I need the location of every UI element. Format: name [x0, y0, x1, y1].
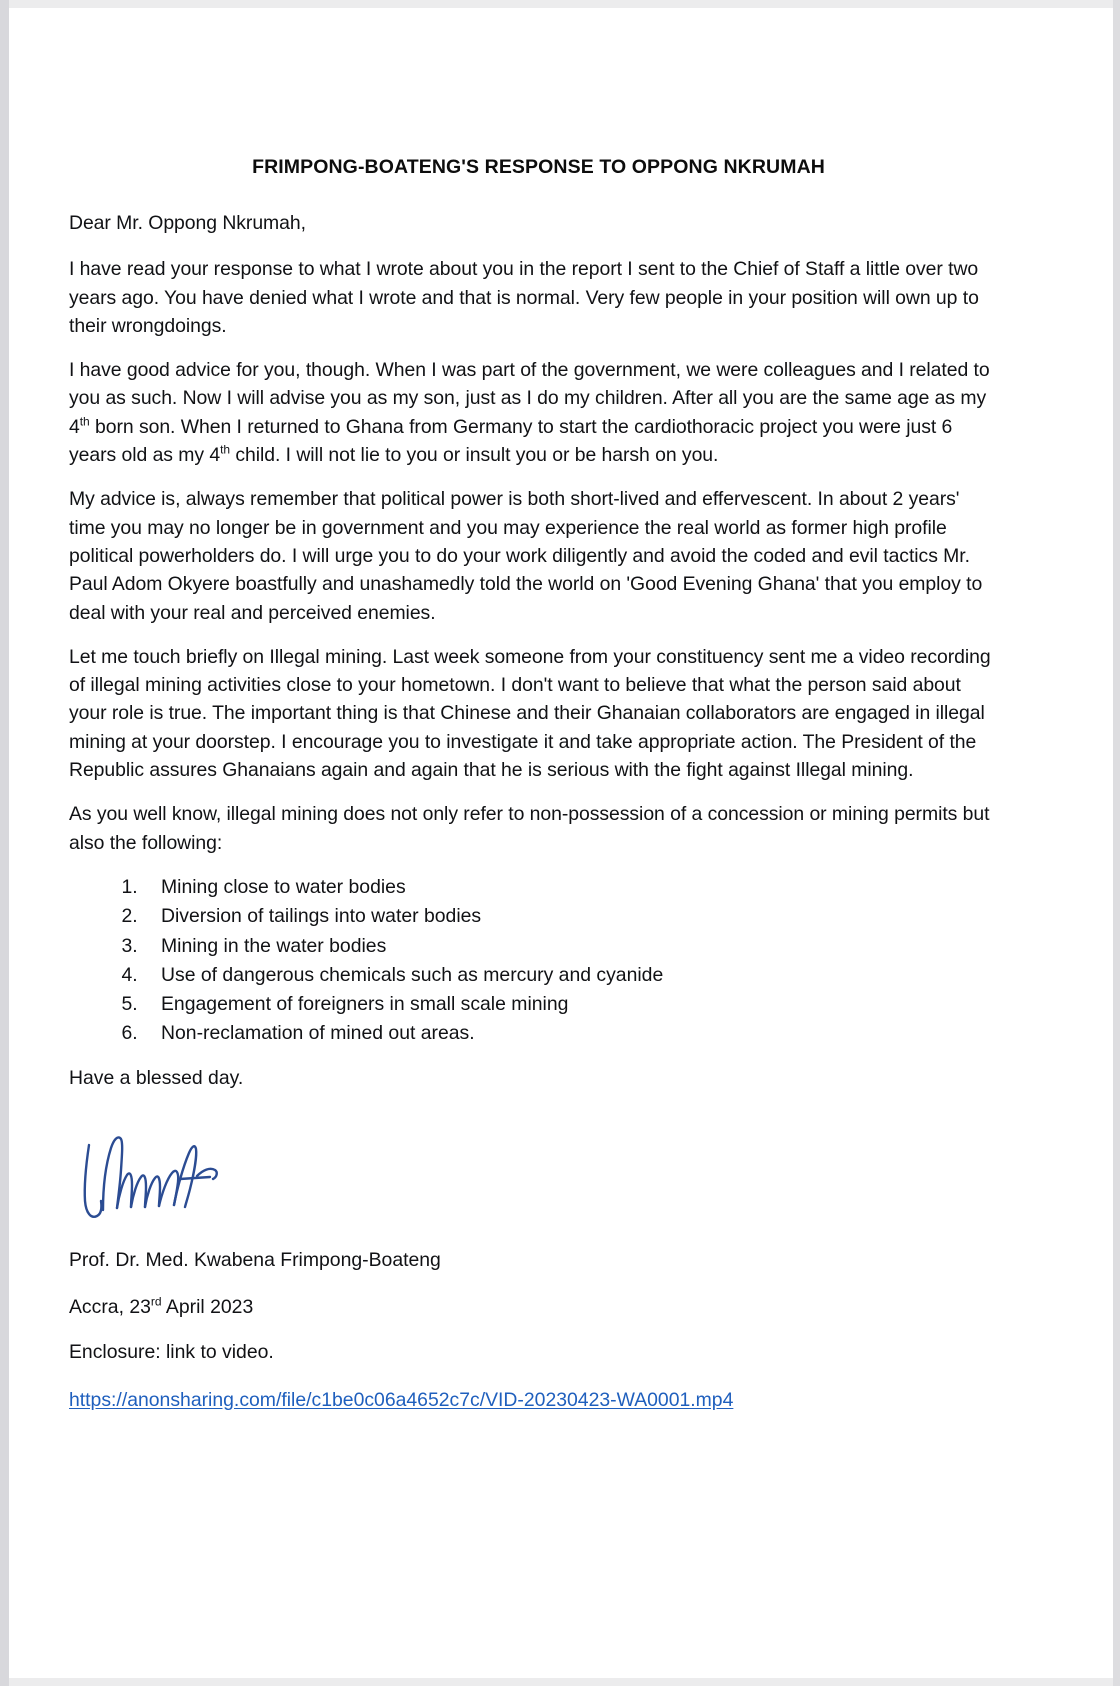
paragraph-1: I have read your response to what I wrote about you in the report I sent to the Chief of Staff a little over two years ago. You have denied what I wrote and that is normal. Very few people in your position will own up to their wrongdoings. — [69, 258, 979, 337]
salutation: Dear Mr. Oppong Nkrumah, — [69, 212, 306, 234]
handwritten-signature — [77, 1115, 267, 1235]
paragraph-2-part-a: I have good advice for you, though. When I was part of the government, we were colleagues and I related to you as such. Now I will advise you as my son, just as I do my children. After all you are the same age as my 4 — [69, 359, 990, 438]
ordinal-suffix-rd: rd — [150, 1294, 162, 1309]
place-date-suffix: April 2023 — [161, 1295, 254, 1318]
enclosure-note: Enclosure: link to video. — [69, 1340, 274, 1363]
signatory-name: Prof. Dr. Med. Kwabena Frimpong-Boateng — [69, 1248, 441, 1271]
paragraph-2 — [69, 356, 994, 469]
list-item: 5. Engagement of foreigners in small scale mining — [143, 990, 994, 1019]
video-link[interactable]: https://anonsharing.com/file/c1be0c06a4652c7c/VID-20230423-WA0001.mp4 — [69, 1388, 734, 1411]
closing-line: Have a blessed day. — [69, 1067, 244, 1090]
ordinal-suffix-th-first: th — [79, 414, 90, 429]
place-and-date — [69, 1296, 994, 1319]
list-item: 4. Use of dangerous chemicals such as mercury and cyanide — [143, 961, 994, 990]
illegal-mining-list — [69, 873, 994, 1048]
letter-page — [9, 8, 1113, 1678]
signature-block — [69, 1115, 994, 1243]
paragraph-4: Let me touch briefly on Illegal mining. Last week someone from your constituency sent me a video recording of illegal mining activities close to your hometown. I don't want to believe that what the person said about your role is true. The important thing is that Chinese and their Ghanaian collaborators are engaged in illegal mining at your doorstep. I encourage you to investigate it and take appropriate action. The President of the Republic assures Ghanaians again and again that he is serious with the fight against Illegal mining. — [69, 645, 991, 782]
letter-content — [69, 156, 994, 1412]
paragraph-3: My advice is, always remember that political power is both short-lived and effervescent. In about 2 years' time you may no longer be in government and you may experience the real world as former high profile political powerholders do. I will urge you to do your work diligently and avoid the coded and evil tactics Mr. Paul Adom Okyere boastfully and unashamedly told the world on 'Good Evening Ghana' that you employ to deal with your real and perceived enemies. — [69, 488, 983, 624]
paragraph-2-part-c: child. I will not lie to you or insult you or be harsh on you. — [230, 444, 719, 467]
page-title: FRIMPONG-BOATENG'S RESPONSE TO OPPONG NKRUMAH — [252, 156, 825, 178]
list-item: 3. Mining in the water bodies — [143, 932, 994, 961]
place-date-prefix: Accra, 23 — [69, 1295, 151, 1318]
paragraph-5: As you well know, illegal mining does not only refer to non-possession of a concession or mining permits but also the following: — [69, 803, 990, 854]
list-item: 1. Mining close to water bodies — [143, 873, 994, 902]
ordinal-suffix-th-second: th — [220, 442, 231, 457]
list-item: 6. Non-reclamation of mined out areas. — [143, 1019, 994, 1048]
page-left-edge — [0, 0, 9, 1686]
page-right-edge — [1113, 0, 1120, 1686]
paragraph-2-part-b: born son. When I returned to Ghana from Germany to start the cardiothoracic project you were just 6 years old as my 4 — [69, 415, 953, 467]
list-item: 2. Diversion of tailings into water bodies — [143, 902, 994, 931]
